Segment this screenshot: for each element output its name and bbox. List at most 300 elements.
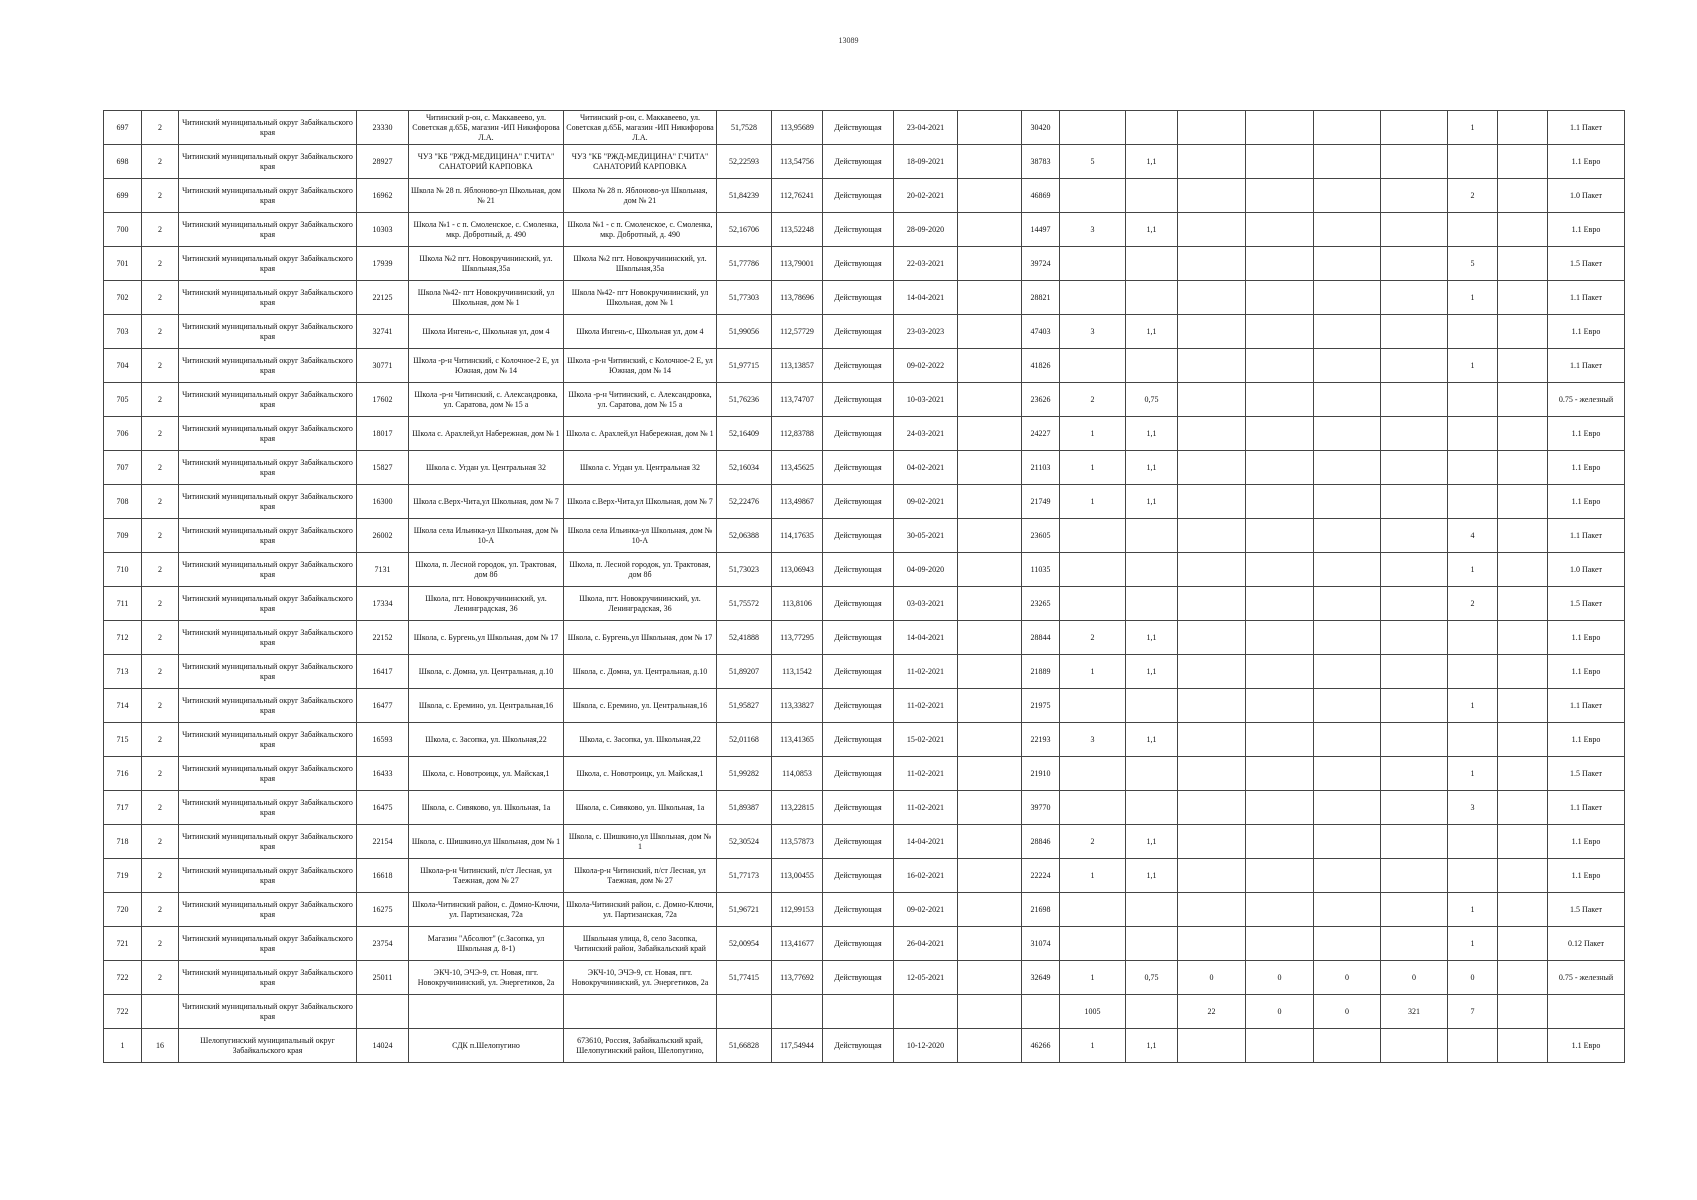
table-row <box>104 791 1625 825</box>
page-number: 13089 <box>838 36 859 45</box>
cell-count-a: 1 <box>1060 417 1126 451</box>
cell-count-f: 1 <box>1448 757 1498 791</box>
cell-object-name: Школа, с. Шишкино,ул Школьная, дом № 1 <box>409 825 564 859</box>
cell-row-number: 717 <box>104 791 142 825</box>
cell-longitude: 113,95689 <box>772 111 823 145</box>
cell-date: 10-12-2020 <box>894 1029 958 1063</box>
cell-object-name: ЧУЗ "КБ "РЖД-МЕДИЦИНА" Г.ЧИТА" САНАТОРИЙ КАРПОВКА <box>409 145 564 179</box>
cell-volume-a: 1,1 <box>1126 315 1178 349</box>
cell-count-c <box>1246 621 1314 655</box>
cell-date: 11-02-2021 <box>894 689 958 723</box>
cell-count-b <box>1178 281 1246 315</box>
cell-count-b <box>1178 485 1246 519</box>
cell-date: 23-04-2021 <box>894 111 958 145</box>
table-row <box>104 893 1625 927</box>
cell-object-address: Школа №42- пгт Новокручининский, ул Школьная, дом № 1 <box>564 281 717 315</box>
cell-row-number: 714 <box>104 689 142 723</box>
cell-volume-a <box>1126 689 1178 723</box>
cell-container-type: 1.1 Евро <box>1548 723 1625 757</box>
cell-object-address: Школа-р-н Читинский, п/ст Лесная, ул Таежная, дом № 27 <box>564 859 717 893</box>
table-row <box>104 213 1625 247</box>
table-row <box>104 417 1625 451</box>
cell-count-b <box>1178 1029 1246 1063</box>
cell-district-code: 2 <box>142 927 179 961</box>
cell-status: Действующая <box>823 281 894 315</box>
cell-capacity: 22193 <box>1022 723 1060 757</box>
cell-count-g <box>1498 213 1548 247</box>
cell-date: 10-03-2021 <box>894 383 958 417</box>
cell-count-a <box>1060 281 1126 315</box>
cell-count-f: 2 <box>1448 587 1498 621</box>
cell-count-e <box>1381 723 1448 757</box>
cell-capacity: 21910 <box>1022 757 1060 791</box>
cell-count-d <box>1314 587 1381 621</box>
cell-count-e <box>1381 893 1448 927</box>
cell-count-e <box>1381 349 1448 383</box>
cell-object-address: Школа -р-н Читинский, с Колочное-2 Е, ул Южная, дом № 14 <box>564 349 717 383</box>
cell-count-b <box>1178 859 1246 893</box>
cell-date: 09-02-2021 <box>894 893 958 927</box>
cell-count-f: 2 <box>1448 179 1498 213</box>
cell-count-a: 5 <box>1060 145 1126 179</box>
cell-count-g <box>1498 723 1548 757</box>
table-row <box>104 689 1625 723</box>
cell-count-a: 3 <box>1060 213 1126 247</box>
cell-count-c: 0 <box>1246 961 1314 995</box>
cell-blank-column <box>958 349 1022 383</box>
cell-object-name: Школа, с. Бургень,ул Школьная, дом № 17 <box>409 621 564 655</box>
cell-count-c <box>1246 689 1314 723</box>
cell-district-code: 2 <box>142 757 179 791</box>
cell-object-name: Школа, с. Домна, ул. Центральная, д.10 <box>409 655 564 689</box>
cell-date: 03-03-2021 <box>894 587 958 621</box>
cell-count-d <box>1314 893 1381 927</box>
cell-municipality: Читинский муниципальный округ Забайкальского края <box>179 349 357 383</box>
cell-container-type: 1.0 Пакет <box>1548 179 1625 213</box>
cell-row-number: 699 <box>104 179 142 213</box>
cell-capacity: 21698 <box>1022 893 1060 927</box>
cell-object-id: 28927 <box>357 145 409 179</box>
cell-count-c <box>1246 927 1314 961</box>
cell-count-a <box>1060 757 1126 791</box>
cell-latitude: 51,89207 <box>717 655 772 689</box>
cell-volume-a: 0,75 <box>1126 383 1178 417</box>
cell-count-c <box>1246 111 1314 145</box>
cell-container-type: 1.5 Пакет <box>1548 587 1625 621</box>
cell-district-code: 2 <box>142 893 179 927</box>
cell-date: 22-03-2021 <box>894 247 958 281</box>
cell-count-b <box>1178 519 1246 553</box>
cell-count-f: 5 <box>1448 247 1498 281</box>
cell-count-d <box>1314 1029 1381 1063</box>
cell-count-c <box>1246 893 1314 927</box>
cell-count-e <box>1381 791 1448 825</box>
cell-object-id: 16475 <box>357 791 409 825</box>
cell-latitude: 52,30524 <box>717 825 772 859</box>
cell-container-type: 1.1 Пакет <box>1548 791 1625 825</box>
cell-count-d: 0 <box>1314 961 1381 995</box>
cell-longitude: 112,57729 <box>772 315 823 349</box>
cell-volume-a <box>1126 349 1178 383</box>
cell-latitude: 51,77173 <box>717 859 772 893</box>
cell-status: Действующая <box>823 587 894 621</box>
cell-object-name: ЭКЧ-10, ЭЧЭ-9, ст. Новая, пгт. Новокручининский, ул. Энергетиков, 2а <box>409 961 564 995</box>
table-row <box>104 451 1625 485</box>
cell-latitude: 51,89387 <box>717 791 772 825</box>
cell-object-id: 17334 <box>357 587 409 621</box>
cell-count-d <box>1314 417 1381 451</box>
cell-count-f: 0 <box>1448 961 1498 995</box>
cell-count-f <box>1448 859 1498 893</box>
cell-count-a: 1 <box>1060 1029 1126 1063</box>
cell-row-number: 697 <box>104 111 142 145</box>
cell-count-a: 1 <box>1060 961 1126 995</box>
cell-latitude: 52,16034 <box>717 451 772 485</box>
cell-count-d <box>1314 451 1381 485</box>
cell-date: 24-03-2021 <box>894 417 958 451</box>
cell-count-b: 22 <box>1178 995 1246 1029</box>
cell-container-type: 1.1 Евро <box>1548 825 1625 859</box>
cell-count-e <box>1381 621 1448 655</box>
cell-object-id <box>357 995 409 1029</box>
cell-row-number: 703 <box>104 315 142 349</box>
cell-blank-column <box>958 519 1022 553</box>
cell-count-e <box>1381 179 1448 213</box>
cell-status: Действующая <box>823 519 894 553</box>
cell-object-name: Школа, с. Засопка, ул. Школьная,22 <box>409 723 564 757</box>
cell-object-id: 7131 <box>357 553 409 587</box>
cell-district-code: 2 <box>142 247 179 281</box>
cell-status: Действующая <box>823 689 894 723</box>
cell-district-code: 2 <box>142 621 179 655</box>
cell-status: Действующая <box>823 349 894 383</box>
cell-capacity: 22224 <box>1022 859 1060 893</box>
cell-district-code: 2 <box>142 179 179 213</box>
cell-count-a <box>1060 247 1126 281</box>
cell-count-f <box>1448 621 1498 655</box>
cell-longitude: 113,54756 <box>772 145 823 179</box>
table-row <box>104 1029 1625 1063</box>
cell-count-f <box>1448 1029 1498 1063</box>
cell-count-g <box>1498 961 1548 995</box>
cell-latitude: 52,06388 <box>717 519 772 553</box>
cell-count-b <box>1178 553 1246 587</box>
cell-count-d <box>1314 315 1381 349</box>
cell-count-e <box>1381 859 1448 893</box>
cell-latitude: 51,99282 <box>717 757 772 791</box>
register-table <box>103 110 1625 1063</box>
cell-object-address: Школа, с. Еремино, ул. Центральная,16 <box>564 689 717 723</box>
cell-object-name: Школа Ингень-с, Школьная ул, дом 4 <box>409 315 564 349</box>
cell-longitude: 113,33827 <box>772 689 823 723</box>
cell-municipality: Читинский муниципальный округ Забайкальского края <box>179 791 357 825</box>
cell-blank-column <box>958 689 1022 723</box>
cell-object-id: 16477 <box>357 689 409 723</box>
cell-count-e <box>1381 927 1448 961</box>
table-row <box>104 145 1625 179</box>
cell-count-e <box>1381 383 1448 417</box>
cell-count-g <box>1498 893 1548 927</box>
cell-capacity: 32649 <box>1022 961 1060 995</box>
cell-blank-column <box>958 1029 1022 1063</box>
cell-count-b: 0 <box>1178 961 1246 995</box>
cell-date: 14-04-2021 <box>894 825 958 859</box>
cell-blank-column <box>958 485 1022 519</box>
cell-container-type: 1.1 Евро <box>1548 485 1625 519</box>
cell-date: 15-02-2021 <box>894 723 958 757</box>
cell-count-f: 1 <box>1448 281 1498 315</box>
cell-count-f <box>1448 655 1498 689</box>
cell-count-b <box>1178 927 1246 961</box>
cell-row-number: 706 <box>104 417 142 451</box>
table-row <box>104 961 1625 995</box>
cell-longitude: 113,41365 <box>772 723 823 757</box>
cell-status <box>823 995 894 1029</box>
cell-date: 16-02-2021 <box>894 859 958 893</box>
cell-blank-column <box>958 213 1022 247</box>
cell-object-address: Школа, с. Шишкино,ул Школьная, дом № 1 <box>564 825 717 859</box>
cell-volume-a <box>1126 553 1178 587</box>
cell-longitude: 114,0853 <box>772 757 823 791</box>
cell-count-e <box>1381 689 1448 723</box>
cell-longitude <box>772 995 823 1029</box>
cell-count-b <box>1178 451 1246 485</box>
cell-longitude: 113,57873 <box>772 825 823 859</box>
cell-district-code: 2 <box>142 417 179 451</box>
cell-status: Действующая <box>823 927 894 961</box>
cell-count-a <box>1060 111 1126 145</box>
cell-container-type: 1.1 Евро <box>1548 145 1625 179</box>
cell-district-code: 2 <box>142 315 179 349</box>
cell-container-type: 0.75 - железный <box>1548 961 1625 995</box>
cell-container-type: 1.1 Евро <box>1548 417 1625 451</box>
cell-volume-a <box>1126 587 1178 621</box>
cell-row-number: 718 <box>104 825 142 859</box>
cell-count-e <box>1381 281 1448 315</box>
cell-count-g <box>1498 689 1548 723</box>
cell-longitude: 114,17635 <box>772 519 823 553</box>
cell-count-b <box>1178 791 1246 825</box>
cell-object-address: Школа №2 пгт. Новокручининский, ул. Школьная,35а <box>564 247 717 281</box>
table-row <box>104 383 1625 417</box>
cell-date: 18-09-2021 <box>894 145 958 179</box>
cell-count-d <box>1314 485 1381 519</box>
cell-capacity: 24227 <box>1022 417 1060 451</box>
cell-count-a <box>1060 587 1126 621</box>
cell-row-number: 701 <box>104 247 142 281</box>
cell-longitude: 113,49867 <box>772 485 823 519</box>
cell-count-c <box>1246 247 1314 281</box>
cell-blank-column <box>958 791 1022 825</box>
cell-municipality: Читинский муниципальный округ Забайкальского края <box>179 825 357 859</box>
cell-count-g <box>1498 825 1548 859</box>
cell-container-type: 1.1 Евро <box>1548 621 1625 655</box>
cell-district-code: 2 <box>142 485 179 519</box>
cell-district-code: 2 <box>142 383 179 417</box>
cell-status: Действующая <box>823 655 894 689</box>
cell-count-f <box>1448 145 1498 179</box>
cell-object-name: Школа с. Арахлей,ул Набережная, дом № 1 <box>409 417 564 451</box>
cell-status: Действующая <box>823 451 894 485</box>
cell-longitude: 112,83788 <box>772 417 823 451</box>
cell-count-e <box>1381 315 1448 349</box>
cell-date: 11-02-2021 <box>894 655 958 689</box>
cell-longitude: 112,99153 <box>772 893 823 927</box>
cell-municipality: Читинский муниципальный округ Забайкальского края <box>179 111 357 145</box>
cell-container-type: 1.0 Пакет <box>1548 553 1625 587</box>
cell-blank-column <box>958 893 1022 927</box>
cell-container-type: 1.5 Пакет <box>1548 247 1625 281</box>
cell-count-a: 3 <box>1060 315 1126 349</box>
cell-count-f: 1 <box>1448 689 1498 723</box>
cell-latitude: 51,99056 <box>717 315 772 349</box>
cell-object-id: 16593 <box>357 723 409 757</box>
cell-row-number: 720 <box>104 893 142 927</box>
cell-latitude: 52,00954 <box>717 927 772 961</box>
cell-count-f: 1 <box>1448 111 1498 145</box>
cell-count-g <box>1498 1029 1548 1063</box>
table-row <box>104 757 1625 791</box>
cell-object-id: 17939 <box>357 247 409 281</box>
cell-object-name: Школа села Ильинка-ул Школьная, дом № 10-А <box>409 519 564 553</box>
cell-object-address: ЭКЧ-10, ЭЧЭ-9, ст. Новая, пгт. Новокручининский, ул. Энергетиков, 2а <box>564 961 717 995</box>
cell-count-c <box>1246 145 1314 179</box>
cell-blank-column <box>958 417 1022 451</box>
cell-count-g <box>1498 995 1548 1029</box>
cell-status: Действующая <box>823 145 894 179</box>
cell-longitude: 113,52248 <box>772 213 823 247</box>
cell-row-number: 709 <box>104 519 142 553</box>
cell-district-code: 2 <box>142 553 179 587</box>
cell-blank-column <box>958 451 1022 485</box>
cell-date: 11-02-2021 <box>894 791 958 825</box>
cell-count-c <box>1246 587 1314 621</box>
cell-container-type: 1.1 Евро <box>1548 655 1625 689</box>
cell-volume-a <box>1126 893 1178 927</box>
cell-latitude: 52,01168 <box>717 723 772 757</box>
table-row <box>104 859 1625 893</box>
cell-count-d <box>1314 519 1381 553</box>
cell-date <box>894 995 958 1029</box>
cell-count-b <box>1178 145 1246 179</box>
cell-date: 09-02-2021 <box>894 485 958 519</box>
cell-municipality: Читинский муниципальный округ Забайкальского края <box>179 859 357 893</box>
cell-object-name: Школа с. Угдан ул. Центральная 32 <box>409 451 564 485</box>
cell-date: 09-02-2022 <box>894 349 958 383</box>
cell-municipality: Читинский муниципальный округ Забайкальского края <box>179 383 357 417</box>
cell-object-name: Школа, пгт. Новокручининский, ул. Ленинградская, 36 <box>409 587 564 621</box>
cell-municipality: Читинский муниципальный округ Забайкальского края <box>179 995 357 1029</box>
cell-district-code: 2 <box>142 859 179 893</box>
cell-count-f <box>1448 213 1498 247</box>
cell-count-f <box>1448 825 1498 859</box>
cell-latitude: 51,75572 <box>717 587 772 621</box>
cell-count-d <box>1314 111 1381 145</box>
cell-count-g <box>1498 247 1548 281</box>
cell-container-type: 1.1 Пакет <box>1548 281 1625 315</box>
cell-capacity: 23605 <box>1022 519 1060 553</box>
cell-municipality: Читинский муниципальный округ Забайкальского края <box>179 587 357 621</box>
cell-count-c <box>1246 757 1314 791</box>
cell-row-number: 710 <box>104 553 142 587</box>
cell-object-address: Школьная улица, 8, село Засопка, Читинский район, Забайкальский край <box>564 927 717 961</box>
cell-municipality: Читинский муниципальный округ Забайкальского края <box>179 757 357 791</box>
cell-object-name: СДК п.Шелопугино <box>409 1029 564 1063</box>
cell-count-a <box>1060 179 1126 213</box>
cell-blank-column <box>958 145 1022 179</box>
cell-municipality: Читинский муниципальный округ Забайкальского края <box>179 247 357 281</box>
cell-blank-column <box>958 621 1022 655</box>
cell-container-type: 1.1 Пакет <box>1548 111 1625 145</box>
cell-latitude: 52,22593 <box>717 145 772 179</box>
cell-count-a <box>1060 893 1126 927</box>
table-row <box>104 349 1625 383</box>
cell-municipality: Читинский муниципальный округ Забайкальского края <box>179 655 357 689</box>
cell-latitude: 51,76236 <box>717 383 772 417</box>
cell-date: 14-04-2021 <box>894 621 958 655</box>
cell-row-number: 711 <box>104 587 142 621</box>
cell-container-type <box>1548 995 1625 1029</box>
cell-count-c: 0 <box>1246 995 1314 1029</box>
cell-district-code: 2 <box>142 791 179 825</box>
cell-status: Действующая <box>823 1029 894 1063</box>
cell-object-name: Школа-Читинский район, с. Домно-Ключи, ул. Партизанская, 72а <box>409 893 564 927</box>
cell-date: 30-05-2021 <box>894 519 958 553</box>
cell-district-code: 2 <box>142 689 179 723</box>
cell-volume-a <box>1126 927 1178 961</box>
cell-count-b <box>1178 825 1246 859</box>
cell-latitude: 51,96721 <box>717 893 772 927</box>
cell-count-c <box>1246 553 1314 587</box>
cell-count-b <box>1178 349 1246 383</box>
cell-longitude: 113,00455 <box>772 859 823 893</box>
cell-district-code: 2 <box>142 825 179 859</box>
cell-volume-a <box>1126 247 1178 281</box>
cell-volume-a: 1,1 <box>1126 485 1178 519</box>
cell-container-type: 0.75 - железный <box>1548 383 1625 417</box>
cell-date: 04-09-2020 <box>894 553 958 587</box>
cell-count-a <box>1060 791 1126 825</box>
cell-object-address: Школа села Ильинка-ул Школьная, дом № 10-А <box>564 519 717 553</box>
cell-latitude: 51,73023 <box>717 553 772 587</box>
cell-capacity: 39724 <box>1022 247 1060 281</box>
cell-object-id: 26002 <box>357 519 409 553</box>
cell-status: Действующая <box>823 757 894 791</box>
cell-object-id: 22154 <box>357 825 409 859</box>
cell-object-id: 16433 <box>357 757 409 791</box>
cell-count-a <box>1060 927 1126 961</box>
cell-municipality: Читинский муниципальный округ Забайкальского края <box>179 893 357 927</box>
cell-row-number: 721 <box>104 927 142 961</box>
cell-district-code: 2 <box>142 519 179 553</box>
cell-count-g <box>1498 927 1548 961</box>
cell-capacity: 21975 <box>1022 689 1060 723</box>
cell-count-d <box>1314 859 1381 893</box>
cell-count-e <box>1381 519 1448 553</box>
cell-latitude: 51,77303 <box>717 281 772 315</box>
cell-row-number: 698 <box>104 145 142 179</box>
cell-count-d <box>1314 247 1381 281</box>
cell-count-b <box>1178 179 1246 213</box>
table-row <box>104 111 1625 145</box>
cell-object-name: Школа №1 - с п. Смоленское, с. Смоленка, мкр. Добротный, д. 490 <box>409 213 564 247</box>
cell-object-name: Школа, с. Сивяково, ул. Школьная, 1а <box>409 791 564 825</box>
cell-longitude: 113,1542 <box>772 655 823 689</box>
cell-volume-a <box>1126 111 1178 145</box>
cell-count-f <box>1448 451 1498 485</box>
cell-object-address: Школа, с. Домна, ул. Центральная, д.10 <box>564 655 717 689</box>
cell-object-id: 23330 <box>357 111 409 145</box>
